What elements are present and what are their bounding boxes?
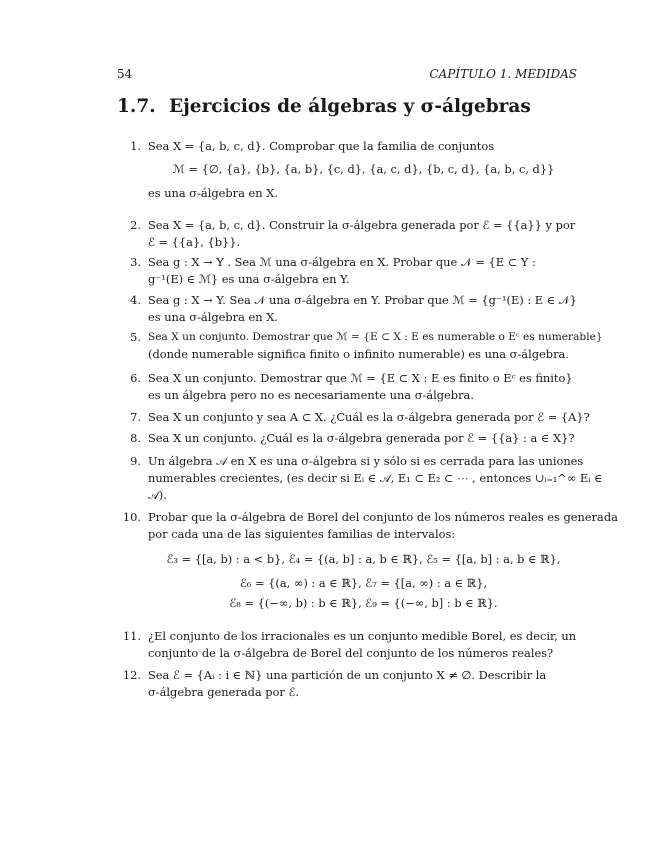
exercise-line: 𝒜).	[148, 488, 167, 502]
exercise-line: Sea X un conjunto. Demostrar que ℳ = {E ⊂ X : E es numerable o Eᶜ es numerable}	[148, 331, 603, 343]
exercise-number: 6.	[130, 371, 141, 385]
exercise-number: 9.	[130, 454, 141, 468]
exercise-text	[148, 138, 579, 202]
exercise-line: es una σ-álgebra en X.	[148, 310, 278, 324]
exercise-text	[148, 329, 603, 363]
exercise-line: Sea g : X → Y . Sea ℳ una σ-álgebra en X. Probar que 𝒩 = {E ⊂ Y :	[148, 255, 536, 269]
exercise-number: 11.	[122, 629, 141, 643]
exercise-line: Sea X un conjunto. Demostrar que ℳ = {E ⊂ X : E es finito o Eᶜ es finito}	[148, 371, 573, 385]
exercise-line: Sea ℰ = {Aᵢ : i ∈ ℕ} una partición de un conjunto X ≠ ∅. Describir la	[148, 668, 547, 682]
exercise-text	[148, 217, 579, 251]
exercise-line: ¿El conjunto de los irracionales es un conjunto medible Borel, es decir, un	[148, 629, 577, 643]
exercise-text	[148, 453, 603, 504]
section-heading	[117, 96, 531, 117]
exercise-line: g⁻¹(E) ∈ ℳ} es una σ-álgebra en Y.	[148, 272, 350, 286]
exercise-text	[148, 370, 579, 404]
exercise-text	[148, 254, 579, 288]
chapter-title: CAPÍTULO 1. MEDIDAS	[429, 67, 577, 81]
exercise-line: es un álgebra pero no es necesariamente una σ-álgebra.	[148, 388, 474, 402]
display-formula: ℰ₆ = {(a, ∞) : a ∈ ℝ}, ℰ₇ = {[a, ∞) : a ∈ ℝ},	[239, 576, 488, 590]
exercise-number: 4.	[130, 293, 141, 307]
running-header	[117, 67, 577, 81]
exercise-number: 8.	[130, 431, 141, 445]
exercise-line: Sea X un conjunto y sea A ⊂ X. ¿Cuál es la σ-álgebra generada por ℰ = {A}?	[148, 410, 590, 424]
exercise-number: 2.	[130, 218, 141, 232]
exercise-number: 5.	[130, 330, 141, 344]
exercise-line: ℰ = {{a}, {b}}.	[148, 235, 241, 249]
exercise-number: 10.	[122, 510, 141, 524]
section-title: Ejercicios de álgebras y σ-álgebras	[169, 96, 531, 117]
exercise-line: conjunto de la σ-álgebra de Borel del conjunto de los números reales?	[148, 646, 554, 660]
exercise-line: Un álgebra 𝒜 en X es una σ-álgebra si y sólo si es cerrada para las uniones	[148, 454, 584, 468]
exercise-line: (donde numerable significa finito o infinito numerable) es una σ-álgebra.	[148, 347, 569, 361]
page-number: 54	[117, 67, 133, 81]
exercise-line: Sea X = {a, b, c, d}. Comprobar que la familia de conjuntos	[148, 139, 495, 153]
exercise-number: 12.	[122, 668, 141, 682]
exercise-text	[148, 430, 579, 447]
exercise-text	[148, 667, 579, 701]
display-formula: ℳ = {∅, {a}, {b}, {a, b}, {c, d}, {a, c, d}, {b, c, d}, {a, b, c, d}}	[172, 162, 555, 176]
exercise-number: 3.	[130, 255, 141, 269]
display-formula: ℰ₈ = {(−∞, b) : b ∈ ℝ}, ℰ₉ = {(−∞, b] : b ∈ ℝ}.	[229, 596, 498, 610]
section-number: 1.7.	[117, 96, 156, 117]
display-formula: ℰ₃ = {[a, b) : a < b}, ℰ₄ = {(a, b] : a, b ∈ ℝ}, ℰ₅ = {[a, b] : a, b ∈ ℝ},	[166, 552, 561, 566]
exercise-text	[148, 409, 590, 426]
exercise-line: Sea X un conjunto. ¿Cuál es la σ-álgebra generada por ℰ = {{a} : a ∈ X}?	[148, 431, 575, 445]
exercise-line: numerables crecientes, (es decir si Eᵢ ∈ 𝒜, E₁ ⊂ E₂ ⊂ ⋯ , entonces ∪ᵢ₌₁^∞ Eᵢ ∈	[148, 471, 603, 485]
exercise-number: 1.	[130, 139, 141, 153]
exercise-text	[148, 628, 579, 662]
exercise-line: σ-álgebra generada por ℰ.	[148, 685, 300, 699]
exercise-line: por cada una de las siguientes familias de intervalos:	[148, 527, 456, 541]
exercise-text	[148, 509, 618, 612]
exercise-number: 7.	[130, 410, 141, 424]
exercise-line: es una σ-álgebra en X.	[148, 186, 278, 200]
exercise-line: Sea g : X → Y. Sea 𝒩 una σ-álgebra en Y. Probar que ℳ = {g⁻¹(E) : E ∈ 𝒩}	[148, 293, 577, 307]
exercise-line: Probar que la σ-álgebra de Borel del conjunto de los números reales es generada	[148, 510, 618, 524]
exercise-line: Sea X = {a, b, c, d}. Construir la σ-álgebra generada por ℰ = {{a}} y por	[148, 218, 576, 232]
exercise-text	[148, 292, 579, 326]
